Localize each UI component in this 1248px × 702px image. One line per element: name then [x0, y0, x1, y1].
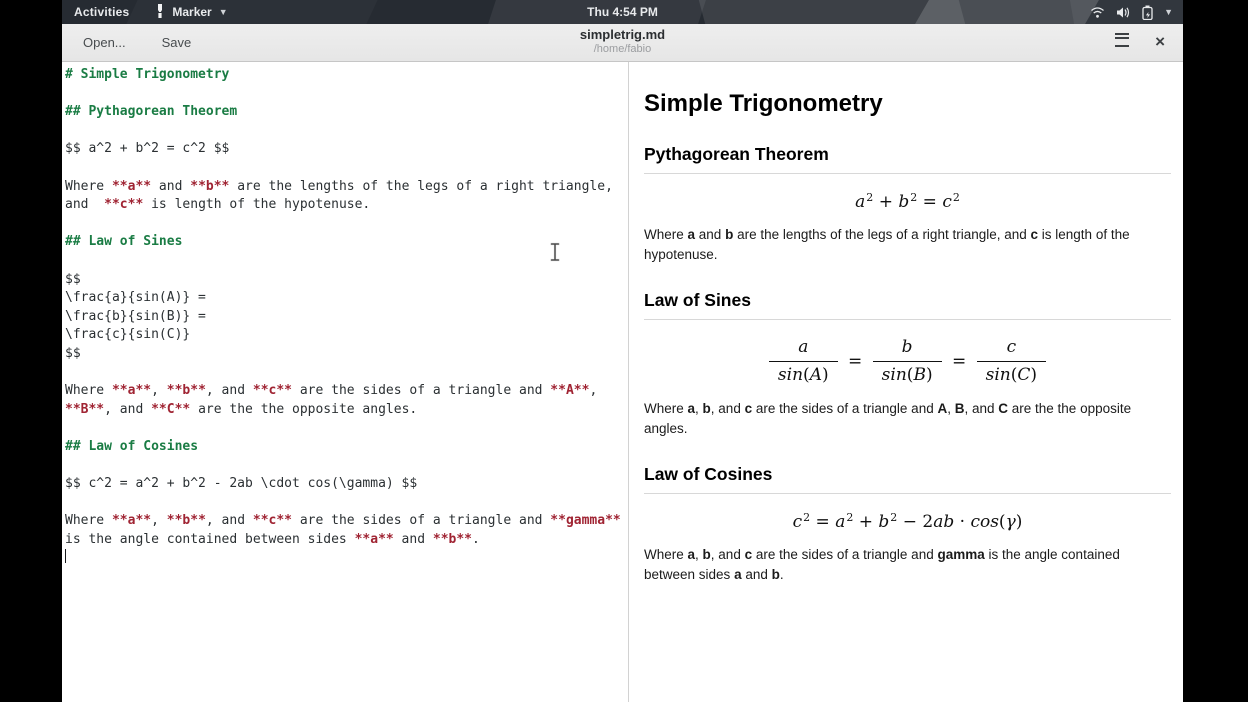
source-segment: \frac{b}{sin(B)} =: [65, 308, 206, 324]
fraction-denominator: [977, 362, 1046, 386]
math-token: γ: [1005, 512, 1016, 533]
source-line[interactable]: [65, 364, 624, 383]
paragraph-text: , and: [964, 401, 999, 417]
math-superscript: 2: [803, 511, 811, 525]
source-segment: , and: [205, 513, 253, 529]
bold-term: a: [687, 547, 696, 563]
math-token: (: [998, 512, 1006, 533]
source-segment: is length of the hypotenuse.: [143, 197, 371, 213]
bold-term: b: [771, 567, 780, 583]
chevron-down-icon: ▼: [1164, 7, 1173, 17]
math-token: a: [835, 512, 846, 533]
preview-math-block: [644, 191, 1171, 212]
editor-split-view: [62, 62, 1183, 702]
math-token: −: [897, 512, 923, 533]
source-line[interactable]: [65, 252, 624, 271]
math-token: ): [925, 365, 933, 386]
paragraph-text: , and: [710, 401, 745, 417]
source-segment: $$ c^2 = a^2 + b^2 - 2ab \cdot cos(\gamma) $$: [65, 476, 418, 492]
source-line[interactable]: [65, 401, 624, 420]
paragraph-text: is length of the hypotenuse.: [644, 227, 1130, 262]
source-line[interactable]: [65, 271, 624, 290]
source-segment: Where: [65, 178, 112, 194]
math-token: +: [873, 192, 899, 212]
paragraph-text: , and: [710, 547, 745, 563]
bold-term: a: [734, 567, 742, 583]
source-segment: **a**: [111, 383, 152, 399]
paragraph-text: and: [741, 567, 772, 583]
paragraph-text: is the angle contained between sides: [644, 547, 1120, 583]
source-line[interactable]: [65, 456, 624, 475]
source-segment: and: [393, 531, 433, 547]
source-segment: **b**: [166, 513, 206, 529]
close-icon: ×: [1155, 32, 1165, 51]
math-token: c: [792, 512, 803, 533]
preview-paragraph: [644, 225, 1171, 265]
math-token: (: [1010, 365, 1018, 386]
math-token: (: [906, 365, 914, 386]
volume-icon: [1116, 6, 1131, 19]
source-segment: **b**: [432, 531, 473, 547]
bold-term: c: [1030, 227, 1039, 242]
math-token: sin: [881, 365, 907, 386]
source-segment: ## Pythagorean Theorem: [65, 104, 238, 120]
fraction-denominator: [873, 362, 942, 386]
math-token: C: [1017, 365, 1031, 386]
math-superscript: 2: [866, 191, 874, 204]
window-subtitle-path: /home/fabio: [593, 43, 652, 56]
preview-math-block: [644, 511, 1171, 532]
source-segment: are the sides of a triangle and: [292, 513, 551, 529]
paragraph-text: ,: [695, 401, 703, 417]
bold-term: b: [702, 401, 711, 417]
source-line[interactable]: [65, 549, 624, 568]
source-segment: # Simple Trigonometry: [65, 67, 230, 82]
preview-paragraph: [644, 399, 1171, 439]
source-segment: Where: [65, 383, 112, 399]
preview-paragraph: [644, 545, 1171, 585]
preview-h2: Law of Cosines: [644, 464, 1171, 494]
preview-h1: Simple Trigonometry: [644, 90, 883, 117]
system-status-area[interactable]: [1090, 5, 1183, 20]
paragraph-text: Where: [644, 227, 688, 242]
paragraph-text: and: [695, 227, 726, 242]
source-line[interactable]: [65, 531, 624, 550]
desktop-window: [62, 0, 1183, 702]
math-token: ·: [954, 512, 971, 533]
source-segment: are the the opposite angles.: [190, 401, 418, 417]
source-line[interactable]: [65, 494, 624, 513]
source-segment: $$: [65, 345, 81, 361]
fraction-numerator: [977, 337, 1046, 362]
source-line[interactable]: [65, 308, 624, 327]
source-segment: is the angle contained between sides: [65, 531, 355, 547]
source-line[interactable]: [65, 85, 624, 104]
preview-math-block: [644, 337, 1171, 387]
source-line[interactable]: [65, 345, 624, 364]
math-token: =: [810, 512, 836, 533]
text-caret: [65, 549, 66, 563]
battery-icon: [1142, 5, 1153, 20]
paragraph-text: are the sides of a triangle and: [752, 401, 938, 417]
source-segment: \frac{a}{sin(A)} =: [65, 290, 206, 306]
fraction-numerator: [873, 337, 942, 362]
math-token: =: [917, 192, 943, 212]
source-line[interactable]: [65, 382, 624, 401]
source-segment: are the lengths of the legs of a right triangle,: [229, 178, 613, 194]
math-fraction: [977, 337, 1046, 387]
math-superscript: 2: [890, 511, 898, 525]
bold-term: b: [702, 547, 711, 563]
paragraph-text: ,: [695, 547, 703, 563]
source-line[interactable]: [65, 512, 624, 531]
source-segment: ## Law of Cosines: [65, 438, 199, 454]
source-segment: **gamma**: [550, 513, 621, 529]
paragraph-text: are the sides of a triangle and: [752, 547, 938, 563]
math-token: a: [798, 336, 809, 357]
math-token: c: [1006, 336, 1017, 357]
wifi-icon: [1090, 6, 1105, 19]
math-token: A: [809, 365, 822, 386]
bold-term: B: [954, 401, 965, 417]
source-segment: Where: [65, 513, 112, 529]
source-segment: **c**: [252, 513, 293, 529]
source-line[interactable]: [65, 215, 624, 234]
bold-term: b: [725, 227, 734, 242]
source-segment: , and: [205, 383, 253, 399]
source-segment: \frac{c}{sin(C)}: [65, 327, 191, 343]
source-segment: **a**: [111, 513, 152, 529]
bold-term: C: [998, 401, 1009, 417]
source-segment: **b**: [190, 178, 230, 194]
source-segment: ,: [151, 513, 167, 529]
math-token: ): [821, 365, 829, 386]
app-menu-button[interactable]: [155, 4, 227, 21]
source-lines: [65, 66, 624, 568]
math-token: ): [1030, 365, 1038, 386]
paragraph-text: .: [779, 567, 784, 583]
math-fraction: [769, 337, 838, 387]
bold-term: gamma: [937, 547, 985, 563]
math-token: =: [842, 351, 868, 372]
source-segment: **c**: [252, 383, 293, 399]
bold-term: a: [687, 227, 696, 242]
source-line[interactable]: [65, 178, 624, 197]
source-segment: **a**: [111, 178, 152, 194]
hamburger-icon: [1115, 33, 1129, 47]
gnome-top-bar: [62, 0, 1183, 24]
open-button[interactable]: Open...: [83, 35, 126, 50]
close-button[interactable]: [1155, 33, 1165, 52]
source-line[interactable]: [65, 326, 624, 345]
source-segment: **A**: [550, 383, 590, 399]
source-segment: ,: [589, 383, 598, 399]
clock[interactable]: Thu 4:54 PM: [587, 5, 658, 19]
marker-app-icon: [155, 4, 165, 21]
source-segment: .: [472, 531, 480, 547]
math-token: ab: [933, 512, 955, 533]
math-token: sin: [777, 365, 804, 386]
source-segment: **b**: [166, 383, 206, 399]
source-line[interactable]: [65, 159, 624, 178]
math-token: b: [878, 512, 890, 533]
math-token: +: [853, 512, 879, 533]
math-superscript: 2: [910, 191, 918, 204]
paragraph-text: are the lengths of the legs of a right triangle, and: [733, 227, 1031, 242]
mouse-ibeam-cursor: [549, 242, 561, 267]
menu-button[interactable]: [1115, 33, 1129, 52]
app-menu-label: Marker: [172, 5, 212, 19]
math-token: B: [913, 365, 926, 386]
window-title: simpletrig.md: [579, 27, 666, 42]
math-superscript: 2: [846, 511, 854, 525]
markdown-source-editor[interactable]: [62, 62, 628, 702]
preview-h2: Pythagorean Theorem: [644, 144, 1171, 174]
bold-term: c: [744, 401, 753, 417]
source-segment: **C**: [151, 401, 191, 417]
source-line[interactable]: [65, 475, 624, 494]
source-line[interactable]: [65, 289, 624, 308]
math-token: (: [803, 365, 810, 386]
chevron-down-icon: ▼: [218, 7, 228, 17]
source-segment: , and: [104, 401, 152, 417]
math-fraction: [873, 337, 942, 387]
bold-term: A: [937, 401, 948, 417]
save-button[interactable]: Save: [161, 35, 192, 50]
source-segment: **a**: [354, 531, 394, 547]
source-line[interactable]: [65, 140, 624, 159]
activities-button[interactable]: Activities: [74, 5, 130, 19]
math-token: c: [942, 192, 952, 212]
source-line[interactable]: [65, 66, 624, 85]
math-token: cos: [970, 512, 999, 533]
source-segment: ,: [151, 383, 167, 399]
paragraph-text: ,: [947, 401, 955, 417]
bold-term: a: [687, 401, 696, 417]
source-line[interactable]: [65, 122, 624, 141]
source-line[interactable]: [65, 419, 624, 438]
source-segment: $$: [65, 271, 81, 287]
source-segment: are the sides of a triangle and: [292, 383, 551, 399]
source-segment: and: [65, 197, 105, 213]
math-token: sin: [985, 365, 1011, 386]
math-token: a: [855, 192, 866, 212]
window-title-area: [62, 27, 1183, 57]
source-segment: ## Law of Sines: [65, 234, 183, 250]
source-segment: $$ a^2 + b^2 = c^2 $$: [65, 141, 230, 157]
source-line[interactable]: [65, 233, 624, 252]
math-token: =: [946, 351, 972, 372]
preview-h2: Law of Sines: [644, 290, 1171, 320]
source-line[interactable]: [65, 438, 624, 457]
source-line[interactable]: [65, 196, 624, 215]
source-line[interactable]: [65, 103, 624, 122]
paragraph-text: are the the opposite angles.: [644, 401, 1132, 437]
paragraph-text: Where: [644, 401, 688, 417]
source-segment: **B**: [65, 401, 105, 417]
math-token: b: [901, 336, 913, 357]
math-token: b: [898, 192, 910, 212]
app-header-bar: [62, 24, 1183, 62]
source-segment: **c**: [104, 197, 144, 213]
fraction-denominator: [769, 362, 838, 386]
bold-term: c: [744, 547, 753, 563]
math-superscript: 2: [952, 191, 960, 204]
fraction-numerator: [769, 337, 838, 362]
rendered-preview[interactable]: [629, 62, 1183, 702]
paragraph-text: Where: [644, 547, 688, 563]
math-token: ): [1015, 512, 1023, 533]
source-segment: and: [151, 178, 191, 194]
math-token: 2: [922, 512, 934, 533]
